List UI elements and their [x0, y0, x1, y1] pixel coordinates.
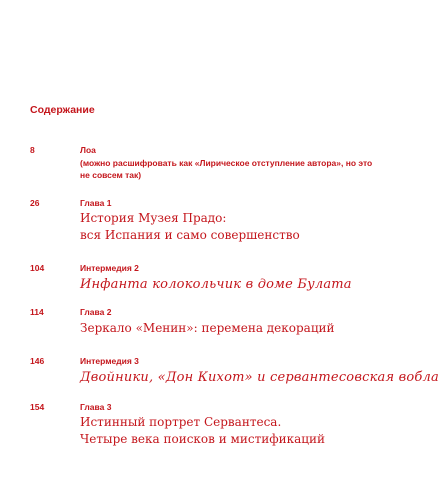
- entry-label: Глава 3: [80, 402, 112, 412]
- page-number: 146: [30, 356, 45, 366]
- page-number: 104: [30, 263, 45, 273]
- toc-heading: Содержание: [30, 104, 95, 116]
- entry-label: Интермедия 2: [80, 263, 139, 273]
- entry-label: Лоа: [80, 145, 96, 155]
- page-number: 114: [30, 307, 44, 317]
- page-number: 26: [30, 198, 40, 208]
- entry-label: Глава 2: [80, 307, 112, 317]
- entry-title-line-1: История Музея Прадо:: [80, 211, 227, 225]
- entry-title-script: Инфанта колокольчик в доме Булата: [80, 277, 352, 292]
- entry-title: Зеркало «Менин»: перемена декораций: [80, 321, 335, 335]
- entry-label: Интермедия 3: [80, 356, 139, 366]
- entry-subtitle: (можно расшифровать как «Лирическое отступление автора», но это не совсем так): [80, 158, 373, 180]
- page-number: 154: [30, 402, 45, 412]
- entry-title-line-2: вся Испания и само совершенство: [80, 228, 300, 242]
- entry-title-line-1: Истинный портрет Сервантеса.: [80, 415, 282, 429]
- entry-title-line-2: Четыре века поисков и мистификаций: [80, 432, 325, 446]
- page-number: 8: [30, 145, 35, 155]
- entry-label: Глава 1: [80, 198, 112, 208]
- entry-title-script: Двойники, «Дон Кихот» и сервантесовская вобла: [80, 370, 439, 385]
